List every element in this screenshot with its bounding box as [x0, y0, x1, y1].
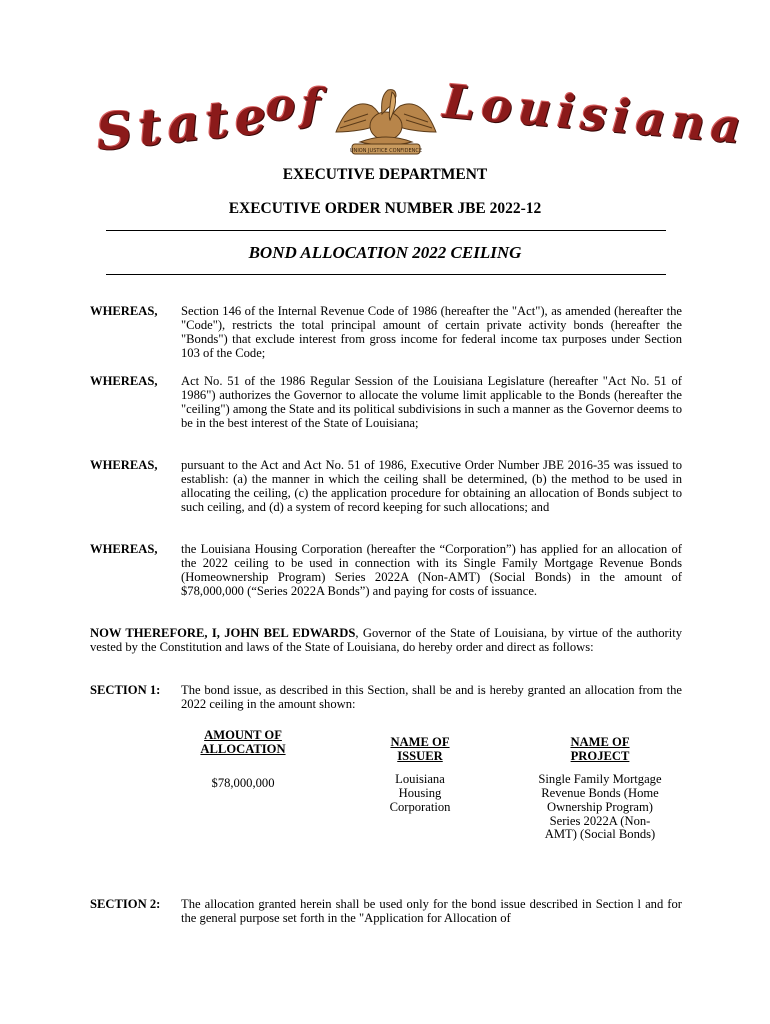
letterhead-of: of	[266, 80, 327, 131]
whereas-label: WHEREAS,	[90, 542, 158, 556]
whereas-clause-1	[90, 305, 682, 361]
whereas-label: WHEREAS,	[90, 458, 158, 472]
pelican-seal-icon	[330, 76, 442, 160]
now-therefore-lead: NOW THEREFORE, I, JOHN BEL EDWARDS	[90, 626, 356, 640]
whereas-clause-4	[90, 543, 682, 599]
whereas-text: the Louisiana Housing Corporation (hereafter the “Corporation”) has applied for an allocation of the 2022 ceiling to be used in connection with its Single Family Mortgage Revenue Bonds (Homeownership Program) Series 2022A (Non-AMT) (Social Bonds) in the amount of $78,000,000 (“Series 2022A Bonds”) and paying for costs of issuance.	[181, 542, 682, 598]
whereas-label: WHEREAS,	[90, 374, 158, 388]
letterhead-louisiana: Louisiana	[441, 74, 750, 155]
whereas-text: pursuant to the Act and Act No. 51 of 1986, Executive Order Number JBE 2016-35 was issued to establish: (a) the manner in which the ceiling shall be determined, (b) the method to be used in allocating the ceiling, (c) the application procedure for obtaining an allocation of Bonds subject to such ceiling, and (d) a system of record keeping for such allocations; and	[181, 458, 682, 514]
header-amount-of-allocation: AMOUNT OF ALLOCATION	[200, 728, 286, 756]
divider-top	[106, 230, 666, 231]
whereas-clause-3	[90, 459, 682, 515]
whereas-clause-2	[90, 375, 682, 431]
cell-issuer: Louisiana Housing Corporation	[389, 771, 451, 814]
section-2	[90, 898, 682, 926]
section-text: The bond issue, as described in this Section, shall be and is hereby granted an allocation from the 2022 ceiling in the amount shown:	[181, 683, 682, 711]
now-therefore-paragraph	[90, 627, 682, 655]
whereas-text: Section 146 of the Internal Revenue Code of 1986 (hereafter the "Act"), as amended (hereafter the "Code"), restricts the total principal amount of certain private activity bonds (hereafter the "Bonds") that exclude interest from gross income for federal income tax purposes under Section 103 of the Code;	[181, 304, 682, 360]
divider-bottom	[106, 274, 666, 275]
whereas-label: WHEREAS,	[90, 304, 158, 318]
department-heading: EXECUTIVE DEPARTMENT	[282, 166, 488, 183]
table-col-project	[530, 736, 670, 842]
letterhead	[0, 0, 770, 170]
section-label: SECTION 2:	[90, 897, 161, 911]
whereas-text: Act No. 51 of the 1986 Regular Session of the Louisiana Legislature (hereafter "Act No. 51 of 1986") authorizes the Governor to allocate the volume limit applicable to the Bonds (hereafter the "ceiling") among the State and its political subdivisions in such a manner as the Governor deems to be in the best interest of the State of Louisiana;	[181, 374, 682, 430]
section-1	[90, 684, 682, 712]
table-col-issuer	[370, 736, 470, 815]
seal-motto: UNION JUSTICE CONFIDENCE	[349, 148, 423, 154]
header-name-of-project: NAME OF PROJECT	[570, 735, 630, 763]
table-col-amount	[178, 729, 308, 791]
letterhead-state: State	[93, 84, 276, 163]
section-text: The allocation granted herein shall be used only for the bond issue described in Section l and for the general purpose set forth in the "Application for Allocation of	[181, 897, 682, 925]
cell-project: Single Family Mortgage Revenue Bonds (Home Ownership Program) Series 2022A (Non-AMT) (Social Bonds)	[538, 771, 662, 842]
now-therefore-text: , Governor of the State of Louisiana, by virtue of the authority vested by the Constitution and laws of the State of Louisiana, do hereby order and direct as follows:	[90, 626, 683, 654]
order-title: BOND ALLOCATION 2022 CEILING	[248, 243, 522, 262]
order-number: EXECUTIVE ORDER NUMBER JBE 2022-12	[228, 200, 542, 217]
section-label: SECTION 1:	[90, 683, 161, 697]
header-name-of-issuer: NAME OF ISSUER	[390, 735, 450, 763]
cell-amount: $78,000,000	[211, 775, 275, 790]
